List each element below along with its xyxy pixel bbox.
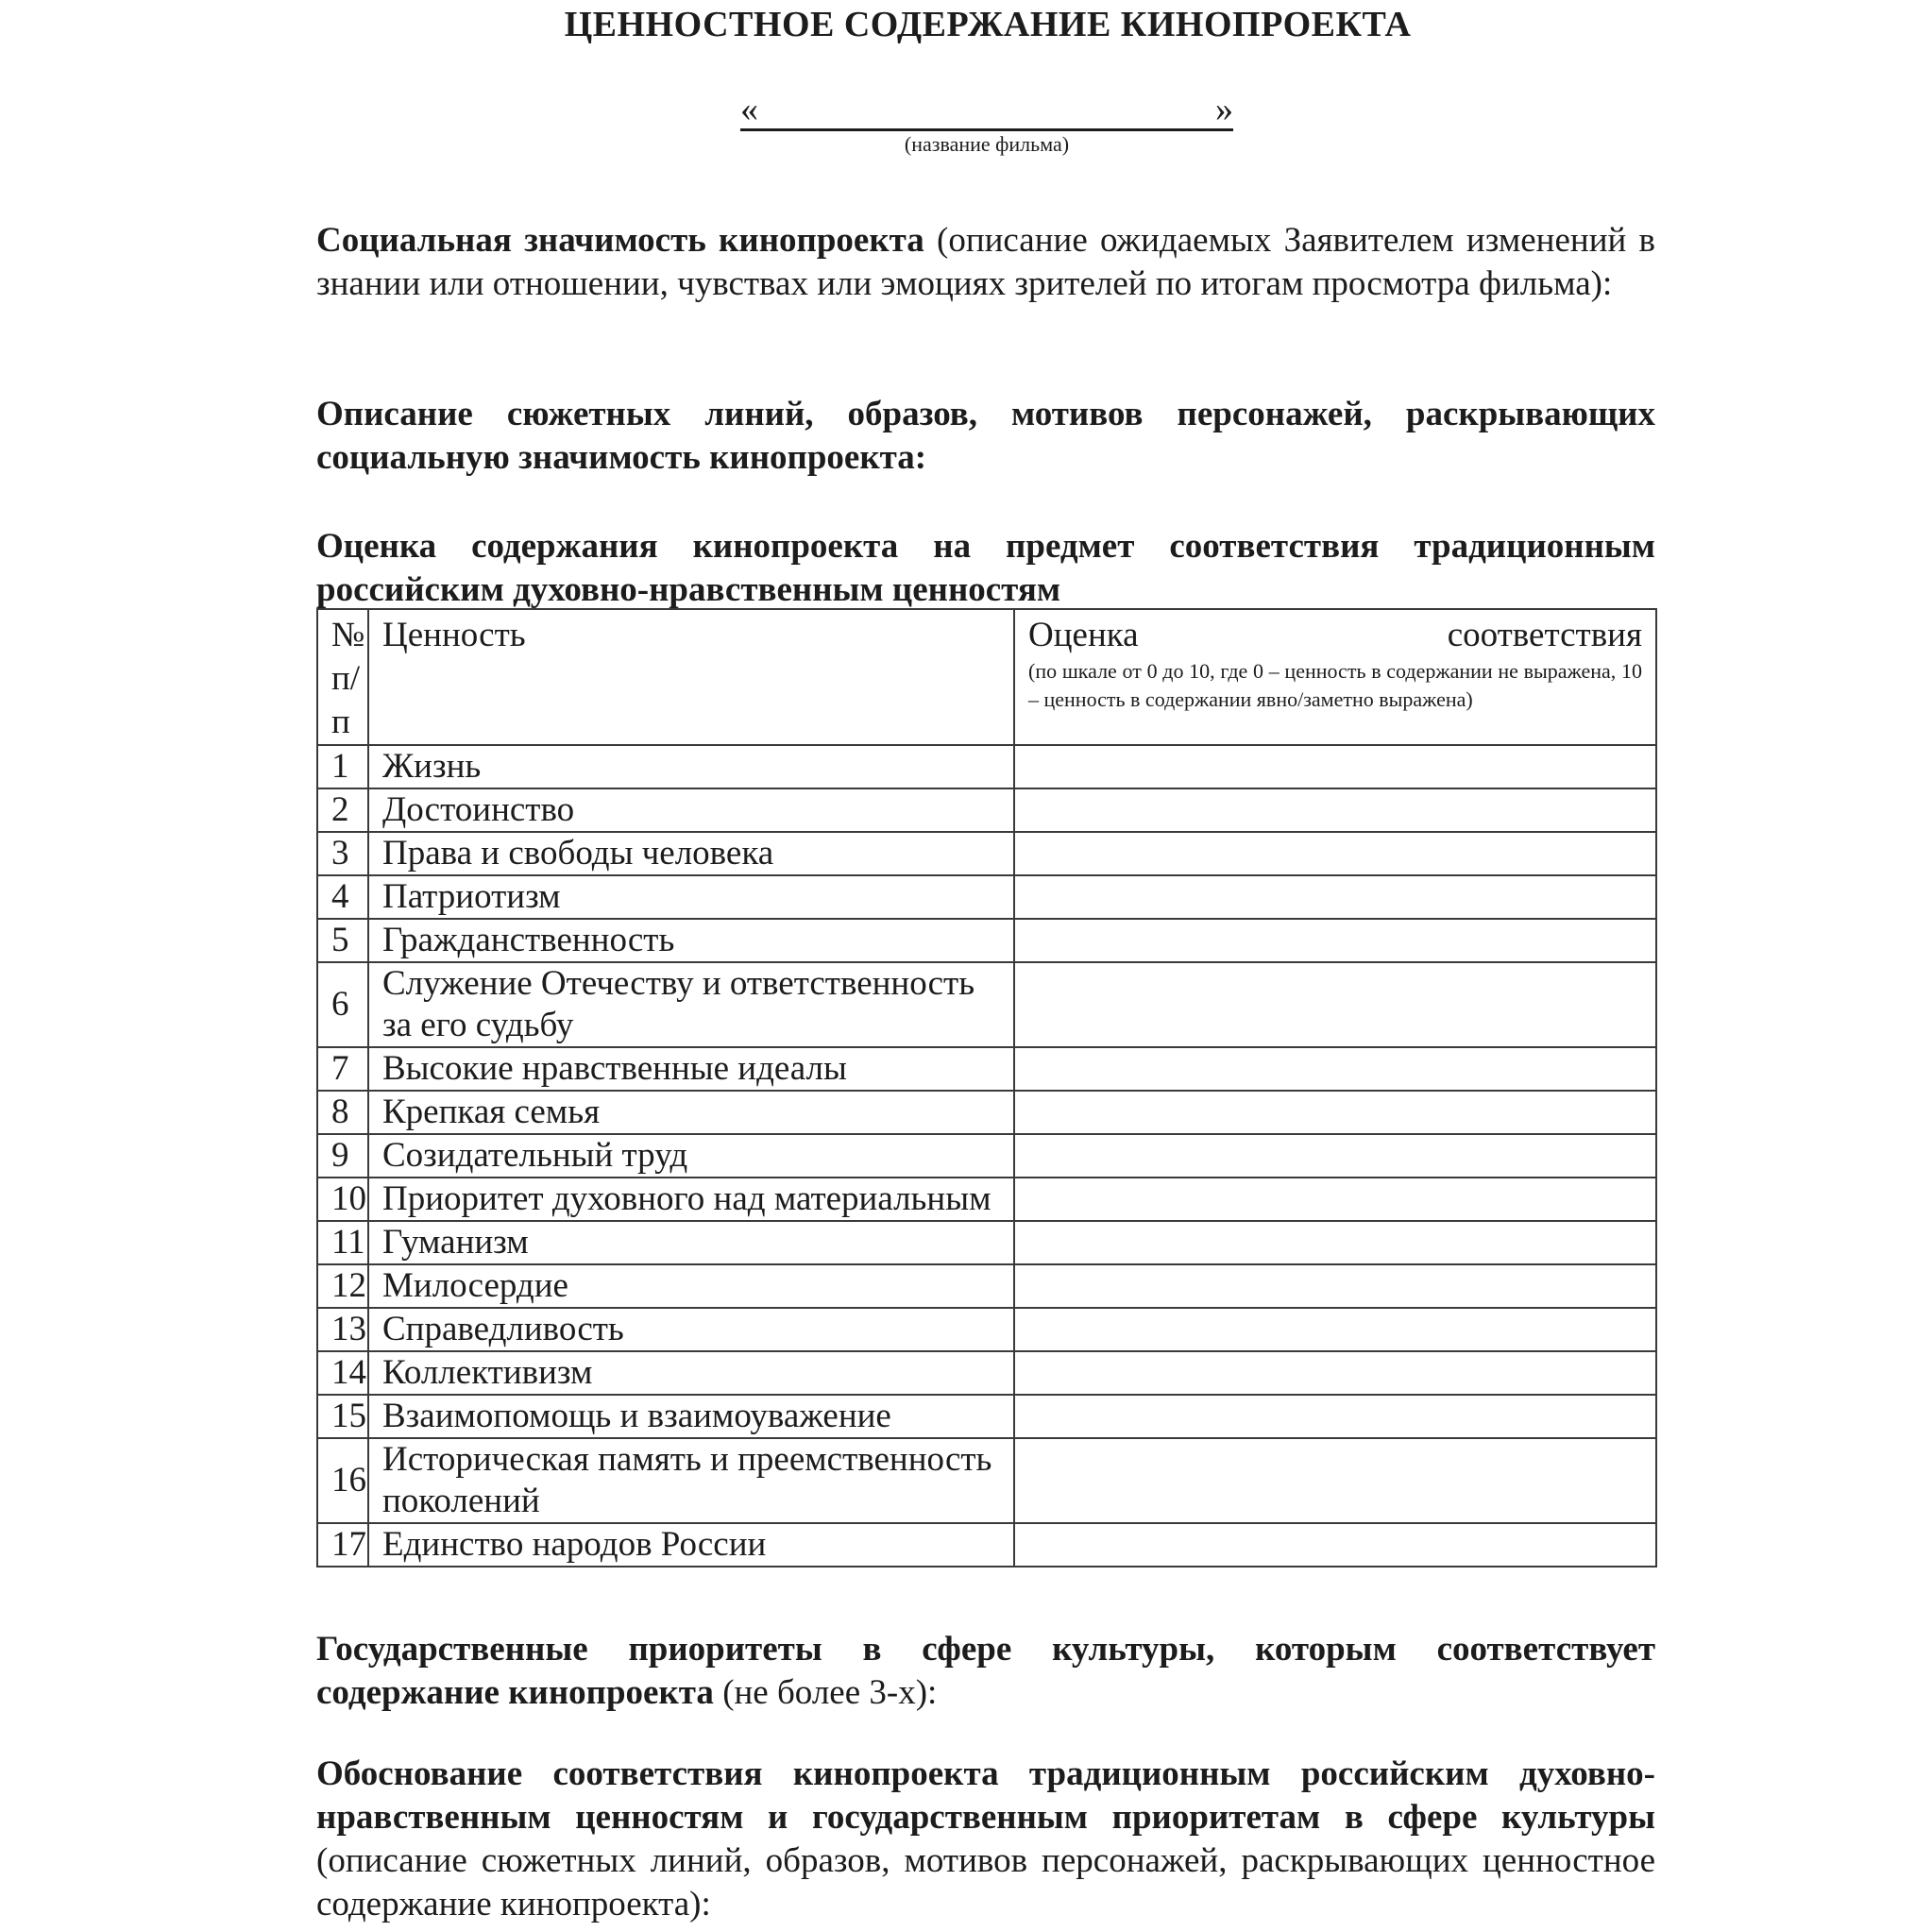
table-row: [317, 1395, 1656, 1438]
row-value: Достоинство: [368, 788, 1014, 832]
header-score-word-1: Оценка: [1028, 616, 1139, 654]
row-value: Справедливость: [368, 1308, 1014, 1351]
table-row: [317, 745, 1656, 788]
table-row: [317, 1178, 1656, 1221]
section-social-significance-note: (описание ожидаемых Заявителем изменений в знании или отношении, чувствах или эмоциях зрителей по итогам просмотра фильма):: [316, 221, 1655, 303]
row-value: Взаимопомощь и взаимоуважение: [368, 1395, 1014, 1438]
section-values-assessment: [316, 525, 1655, 612]
table-row: [317, 1134, 1656, 1178]
row-value: Служение Отечеству и ответственность за его судьбу: [368, 962, 1014, 1047]
row-score-cell[interactable]: [1014, 1134, 1656, 1178]
row-value: Созидательный труд: [368, 1134, 1014, 1178]
document-title: ЦЕННОСТНОЕ СОДЕРЖАНИЕ КИНОПРОЕКТА: [564, 5, 1412, 44]
row-number: 10: [317, 1178, 368, 1221]
row-value: Крепкая семья: [368, 1091, 1014, 1134]
row-number: 6: [317, 962, 368, 1047]
section-plot-description-heading: Описание сюжетных линий, образов, мотивов персонажей, раскрывающих социальную значимость кинопроекта:: [316, 395, 1655, 477]
row-score-cell[interactable]: [1014, 832, 1656, 875]
table-row: [317, 1308, 1656, 1351]
row-number: 13: [317, 1308, 368, 1351]
row-score-cell[interactable]: [1014, 788, 1656, 832]
table-row: [317, 1091, 1656, 1134]
table-row: [317, 1221, 1656, 1264]
table-row: [317, 962, 1656, 1047]
row-number: 17: [317, 1523, 368, 1567]
section-state-priorities-heading: Государственные приоритеты в сфере культуры, которым соответствует содержание кинопроекта: [316, 1630, 1655, 1712]
row-value: Гражданственность: [368, 919, 1014, 962]
row-value: Историческая память и преемственность поколений: [368, 1438, 1014, 1523]
table-row: [317, 832, 1656, 875]
row-value: Коллективизм: [368, 1351, 1014, 1395]
row-number: 15: [317, 1395, 368, 1438]
table-row: [317, 1047, 1656, 1091]
header-value: Ценность: [368, 609, 1014, 745]
row-score-cell[interactable]: [1014, 745, 1656, 788]
film-name-quote-open: «: [740, 90, 758, 129]
row-value: Жизнь: [368, 745, 1014, 788]
row-score-cell[interactable]: [1014, 1264, 1656, 1308]
film-name-caption: (название фильма): [904, 132, 1070, 156]
table-row: [317, 919, 1656, 962]
row-score-cell[interactable]: [1014, 1178, 1656, 1221]
section-values-assessment-heading: Оценка содержания кинопроекта на предмет соответствия традиционным российским духовно-нравственным ценностям: [316, 527, 1655, 609]
table-row: [317, 1438, 1656, 1523]
row-number: 16: [317, 1438, 368, 1523]
table-row: [317, 1264, 1656, 1308]
film-name-field[interactable]: [740, 87, 1233, 131]
section-state-priorities: [316, 1628, 1655, 1715]
row-value: Права и свободы человека: [368, 832, 1014, 875]
row-value: Единство народов России: [368, 1523, 1014, 1567]
row-number: 3: [317, 832, 368, 875]
row-score-cell[interactable]: [1014, 919, 1656, 962]
header-score-word-2: соответствия: [1447, 616, 1642, 654]
values-table-header-row: [317, 609, 1656, 745]
row-number: 12: [317, 1264, 368, 1308]
row-value: Патриотизм: [368, 875, 1014, 919]
header-number: № п/п: [317, 609, 368, 745]
section-justification-note: (описание сюжетных линий, образов, мотивов персонажей, раскрывающих ценностное содержание кинопроекта):: [316, 1841, 1655, 1924]
section-social-significance-heading: Социальная значимость кинопроекта: [316, 221, 924, 260]
row-number: 7: [317, 1047, 368, 1091]
table-row: [317, 788, 1656, 832]
row-score-cell[interactable]: [1014, 1523, 1656, 1567]
row-number: 9: [317, 1134, 368, 1178]
row-score-cell[interactable]: [1014, 962, 1656, 1047]
header-score: [1014, 609, 1656, 745]
row-score-cell[interactable]: [1014, 1308, 1656, 1351]
row-score-cell[interactable]: [1014, 1395, 1656, 1438]
row-number: 11: [317, 1221, 368, 1264]
section-justification-heading: Обоснование соответствия кинопроекта традиционным российским духовно-нравственным ценностям и государственным приоритетам в сфере культуры: [316, 1754, 1655, 1837]
row-score-cell[interactable]: [1014, 1351, 1656, 1395]
row-number: 1: [317, 745, 368, 788]
table-row: [317, 1523, 1656, 1567]
row-score-cell[interactable]: [1014, 1091, 1656, 1134]
row-number: 5: [317, 919, 368, 962]
table-row: [317, 1351, 1656, 1395]
section-state-priorities-note: (не более 3-х):: [713, 1673, 938, 1712]
row-number: 4: [317, 875, 368, 919]
row-value: Милосердие: [368, 1264, 1014, 1308]
header-score-note: (по шкале от 0 до 10, где 0 – ценность в содержании не выражена, 10 – ценность в содержании явно/заметно выражена): [1028, 659, 1642, 711]
row-score-cell[interactable]: [1014, 1221, 1656, 1264]
section-justification: [316, 1753, 1655, 1926]
row-score-cell[interactable]: [1014, 1438, 1656, 1523]
row-score-cell[interactable]: [1014, 1047, 1656, 1091]
row-value: Гуманизм: [368, 1221, 1014, 1264]
row-number: 14: [317, 1351, 368, 1395]
row-value: Приоритет духовного над материальным: [368, 1178, 1014, 1221]
section-social-significance: [316, 219, 1655, 306]
values-table: [316, 608, 1657, 1568]
film-name-quote-close: »: [1215, 90, 1233, 129]
row-number: 2: [317, 788, 368, 832]
row-score-cell[interactable]: [1014, 875, 1656, 919]
row-number: 8: [317, 1091, 368, 1134]
section-plot-description: [316, 393, 1655, 480]
table-row: [317, 875, 1656, 919]
row-value: Высокие нравственные идеалы: [368, 1047, 1014, 1091]
